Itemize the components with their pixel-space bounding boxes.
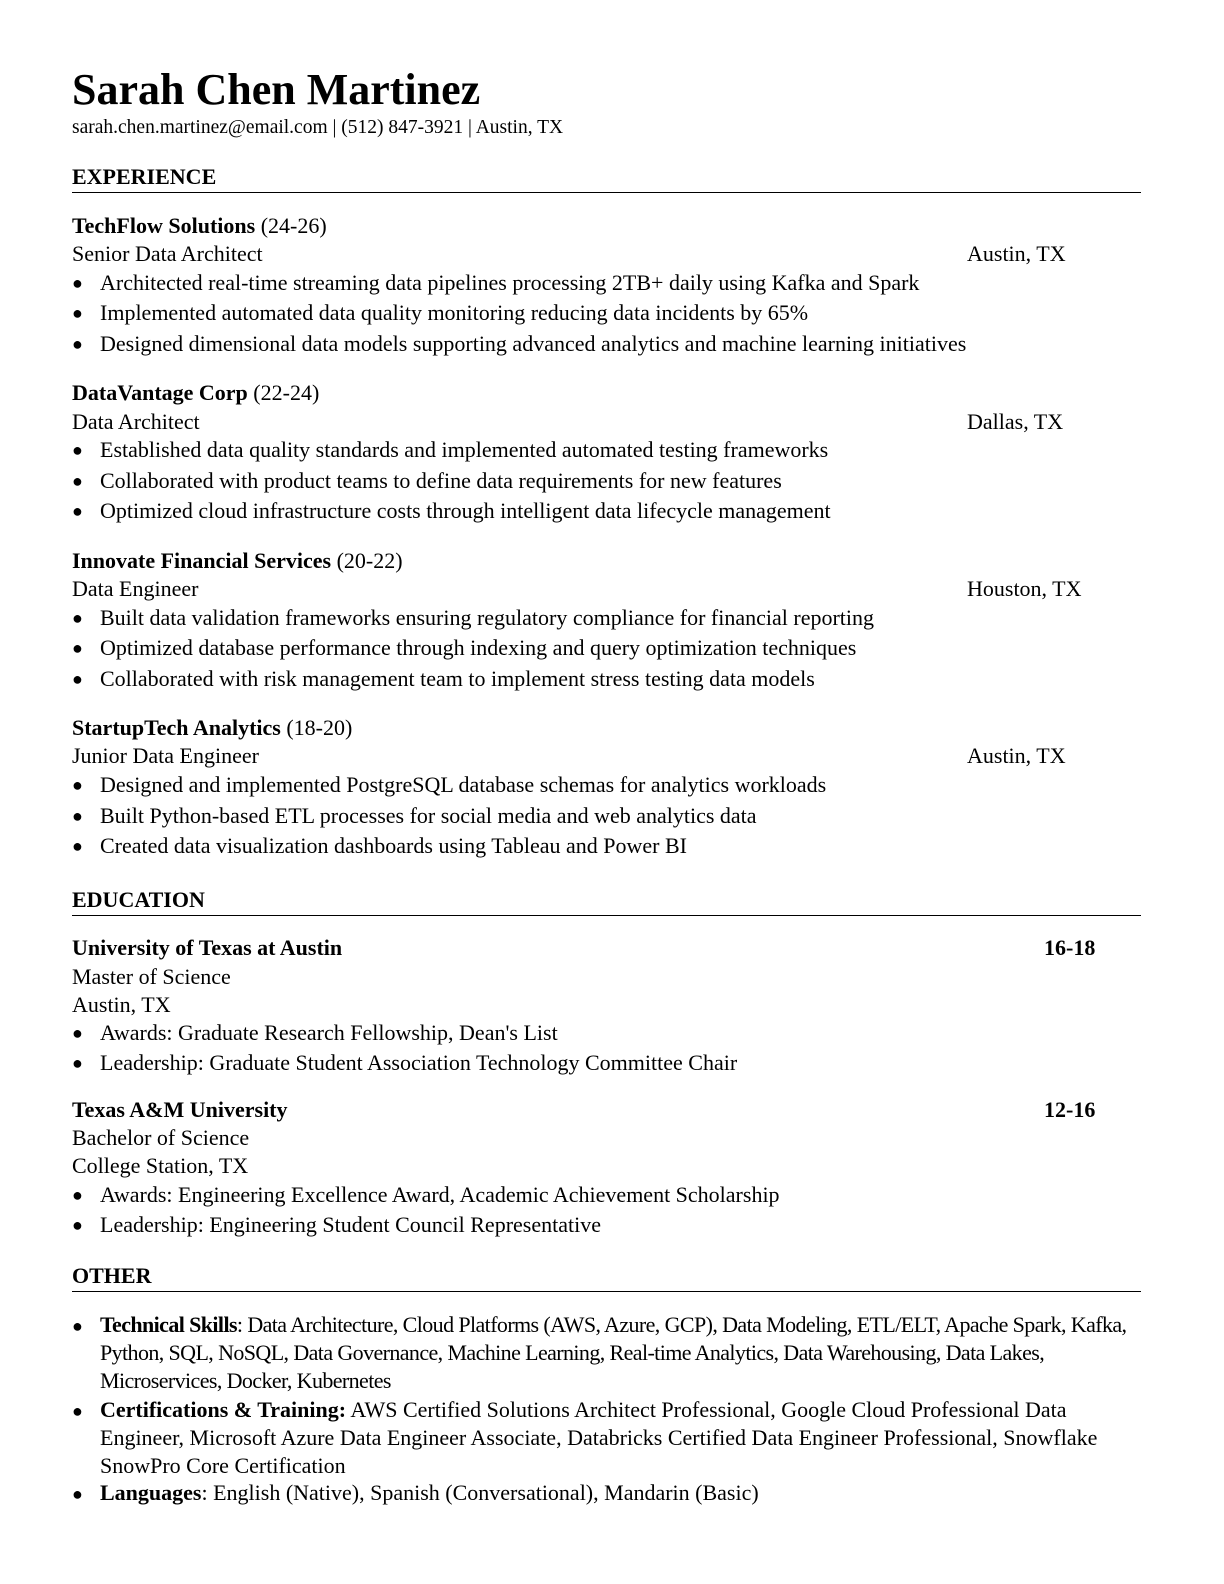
bullet-icon: ●: [72, 608, 83, 628]
bullet-text: Created data visualization dashboards using Tableau and Power BI: [100, 833, 688, 858]
job-dates: (22-24): [247, 380, 320, 405]
bullet-text: Awards: Engineering Excellence Award, Academic Achievement Scholarship: [100, 1182, 780, 1207]
bullet-text: [100, 1479, 1141, 1507]
job-header: [72, 379, 319, 407]
bullet-icon: ●: [72, 1215, 83, 1235]
bullet-icon: ●: [72, 1484, 83, 1504]
bullet-text: Leadership: Graduate Student Association Technology Committee Chair: [100, 1050, 738, 1075]
bullet-icon: ●: [72, 471, 83, 491]
bullet-text: [100, 1311, 1141, 1395]
bullet-text: Architected real-time streaming data pipelines processing 2TB+ daily using Kafka and Spark: [100, 270, 920, 295]
bullet-text: Established data quality standards and implemented automated testing frameworks: [100, 437, 829, 462]
skills-text: : Data Architecture, Cloud Platforms (AWS, Azure, GCP), Data Modeling, ETL/ELT, Apache Spark, Kafka, Python, SQL, NoSQL, Data Governance, Machine Learning, Real-time Analytics, Data Warehousing, Data Lakes, Microservices, Docker, Kubernetes: [100, 1312, 1127, 1393]
school-name: University of Texas at Austin: [72, 935, 343, 960]
job-location: Austin, TX: [967, 241, 1066, 266]
languages-text: : English (Native), Spanish (Conversational), Mandarin (Basic): [201, 1480, 759, 1505]
job-dates: (24-26): [255, 213, 327, 238]
bullet-icon: ●: [72, 1053, 83, 1073]
bullet-text: Leadership: Engineering Student Council Representative: [100, 1212, 601, 1237]
job-location: Dallas, TX: [967, 409, 1064, 434]
bullet-icon: ●: [72, 638, 83, 658]
bullet-icon: ●: [72, 1401, 83, 1421]
contact-line: sarah.chen.martinez@email.com | (512) 847-3921 | Austin, TX: [72, 117, 564, 138]
bullet-icon: ●: [72, 1316, 83, 1336]
school-location: College Station, TX: [72, 1153, 249, 1178]
list-item: [72, 1479, 1141, 1507]
bullet-icon: ●: [72, 669, 83, 689]
bullet-text: Built Python-based ETL processes for social media and web analytics data: [100, 803, 757, 828]
bullet-icon: ●: [72, 273, 83, 293]
degree: Bachelor of Science: [72, 1125, 250, 1150]
certs-label: Certifications & Training:: [100, 1397, 347, 1422]
bullet-icon: ●: [72, 1023, 83, 1043]
bullet-text: [100, 1396, 1141, 1480]
languages-label: Languages: [100, 1480, 202, 1505]
bullet-icon: ●: [72, 1185, 83, 1205]
bullet-icon: ●: [72, 334, 83, 354]
job-dates: (20-22): [331, 548, 403, 573]
job-location: Houston, TX: [967, 576, 1082, 601]
job-location: Austin, TX: [967, 743, 1066, 768]
bullet-icon: ●: [72, 836, 83, 856]
job-title: Data Engineer: [72, 576, 199, 601]
degree: Master of Science: [72, 964, 231, 989]
bullet-icon: ●: [72, 303, 83, 323]
school-dates: 16-18: [1044, 935, 1096, 960]
section-heading-education: EDUCATION: [72, 887, 1141, 916]
bullet-text: Designed and implemented PostgreSQL database schemas for analytics workloads: [100, 772, 827, 797]
bullet-icon: ●: [72, 440, 83, 460]
school-name: Texas A&M University: [72, 1097, 288, 1122]
job-dates: (18-20): [280, 715, 353, 740]
bullet-text: Built data validation frameworks ensuring regulatory compliance for financial reporting: [100, 605, 875, 630]
company-name: TechFlow Solutions: [72, 213, 256, 238]
candidate-name: Sarah Chen Martinez: [72, 65, 481, 114]
bullet-icon: ●: [72, 501, 83, 521]
company-name: DataVantage Corp: [72, 380, 248, 405]
bullet-text: Designed dimensional data models supporting advanced analytics and machine learning initiatives: [100, 331, 967, 356]
bullet-text: Optimized database performance through indexing and query optimization techniques: [100, 635, 857, 660]
bullet-text: Optimized cloud infrastructure costs through intelligent data lifecycle management: [100, 498, 831, 523]
bullet-text: Collaborated with product teams to define data requirements for new features: [100, 468, 782, 493]
job-title: Data Architect: [72, 409, 200, 434]
company-name: Innovate Financial Services: [72, 548, 332, 573]
job-header: [72, 547, 403, 575]
bullet-icon: ●: [72, 806, 83, 826]
job-title: Senior Data Architect: [72, 241, 263, 266]
job-header: [72, 212, 327, 240]
skills-label: Technical Skills: [100, 1312, 237, 1337]
section-heading-experience: EXPERIENCE: [72, 164, 1141, 193]
school-location: Austin, TX: [72, 992, 171, 1017]
list-item: [72, 1396, 1141, 1480]
list-item: [72, 1311, 1141, 1395]
bullet-text: Awards: Graduate Research Fellowship, Dean's List: [100, 1020, 558, 1045]
bullet-icon: ●: [72, 775, 83, 795]
bullet-text: Implemented automated data quality monitoring reducing data incidents by 65%: [100, 300, 809, 325]
section-heading-other: OTHER: [72, 1263, 1141, 1292]
bullet-text: Collaborated with risk management team to implement stress testing data models: [100, 666, 815, 691]
job-title: Junior Data Engineer: [72, 743, 259, 768]
company-name: StartupTech Analytics: [72, 715, 281, 740]
job-header: [72, 714, 352, 742]
certs-text: AWS Certified Solutions Architect Professional, Google Cloud Professional Data Engineer, Microsoft Azure Data Engineer Associate, Databricks Certified Data Engineer Professional, Snowflake SnowPro Core Certification: [100, 1397, 1098, 1478]
school-dates: 12-16: [1044, 1097, 1096, 1122]
